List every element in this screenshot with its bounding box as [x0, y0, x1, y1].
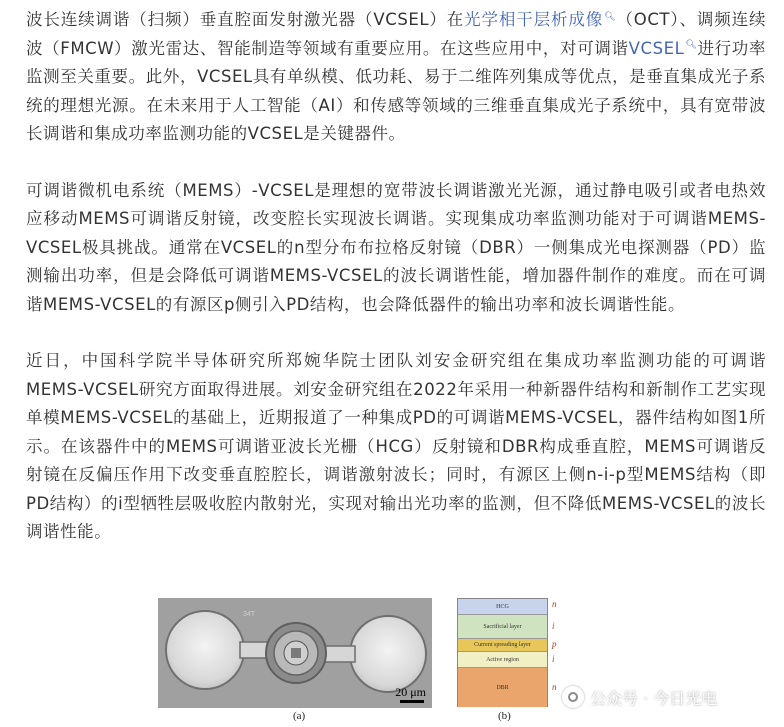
scale-bar-label: 20 μm	[395, 685, 426, 699]
paragraph-1-text-b: （OCT）、调频连续波（FMCW）激光雷达、智能制造等领域有重要应用。在这些应用中，对可调谐	[26, 10, 766, 58]
search-icon: 🔍︎	[604, 11, 617, 22]
layer-dbr-type: n	[552, 682, 557, 692]
oct-link-label[interactable]: 光学相干层析成像	[464, 10, 604, 29]
layer-current-spreading	[458, 639, 547, 652]
layer-dbr	[458, 668, 547, 707]
layer-sacrificial-label: Sacrificial layer	[483, 623, 522, 630]
paragraph-1	[26, 6, 766, 149]
layer-current-spreading-type: p	[552, 639, 557, 649]
paragraph-3: 近日，中国科学院半导体研究所郑婉华院士团队刘安金研究组在集成功率监测功能的可调谐MEMS-VCSEL研究方面取得进展。刘安金研究组在2022年采用一种新器件结构和新制作工艺实现单模MEMS-VCSEL的基础上，近期报道了一种集成PD的可调谐MEMS-VCSEL，器件结构如图1所示。在该器件中的MEMS可调谐亚波长光栅（HCG）反射镜和DBR构成垂直腔，MEMS可调谐反射镜在反偏压作用下改变垂直腔腔长，调谐激射波长；同时，有源区上侧n-i-p型MEMS结构（即PD结构）的i型牺牲层吸收腔内散射光，实现对输出光功率的监测，但不降低MEMS-VCSEL的波长调谐性能。	[26, 351, 766, 541]
scale-bar	[400, 700, 424, 703]
svg-text:34T: 34T	[243, 611, 256, 618]
figure-caption-b: (b)	[498, 710, 511, 722]
layer-hcg-type: n	[552, 599, 557, 609]
wechat-official-account-icon	[562, 686, 584, 708]
paragraph-1-text-a: 波长连续调谐（扫频）垂直腔面发射激光器（VCSEL）在	[26, 10, 465, 29]
layer-active-region-label: Active region	[486, 656, 519, 663]
vcsel-link[interactable]	[629, 39, 698, 58]
sem-image	[158, 598, 432, 708]
search-icon: 🔍︎	[685, 40, 698, 50]
layer-hcg-label: HCG	[496, 603, 509, 610]
layer-active-region	[458, 652, 547, 668]
oct-link[interactable]	[464, 10, 616, 29]
paragraph-2: 可调谐微机电系统（MEMS）-VCSEL是理想的宽带波长调谐激光光源，通过静电吸引或者电热效应移动MEMS可调谐反射镜，改变腔长实现波长调谐。实现集成功率监测功能对于可调谐MEMS-VCSEL极具挑战。通常在VCSEL的n型分布布拉格反射镜（DBR）一侧集成光电探测器（PD）监测输出功率，但是会降低可调谐MEMS-VCSEL的波长调谐性能，增加器件制作的难度。而在可调谐MEMS-VCSEL的有源区p侧引入PD结构，也会降低器件的输出功率和波长调谐性能。	[26, 180, 766, 314]
layer-stack-diagram	[457, 598, 548, 707]
layer-hcg	[458, 599, 547, 615]
watermark	[562, 686, 717, 708]
figure-caption-a: (a)	[293, 710, 306, 722]
vcsel-link-label[interactable]: VCSEL	[628, 38, 685, 58]
layer-sacrificial	[458, 615, 547, 639]
article-body	[26, 6, 766, 547]
layer-sacrificial-type: i	[552, 621, 555, 631]
paragraph-1-text-c: 进行功率监测至关重要。此外，VCSEL具有单纵模、低功耗、易于二维阵列集成等优点，是垂直集成光子系统的理想光源。在未来用于人工智能（AI）和传感等领域的三维垂直集成光子系统中，具有宽带波长调谐和集成功率监测功能的VCSEL是关键器件。	[26, 38, 766, 143]
layer-dbr-label: DBR	[496, 684, 509, 691]
sem-device-illustration	[158, 598, 432, 708]
watermark-text: 公众号 · 今日光电	[590, 688, 718, 708]
layer-current-spreading-label: Current spreading layer	[474, 642, 531, 648]
layer-active-region-type: i	[552, 654, 555, 664]
